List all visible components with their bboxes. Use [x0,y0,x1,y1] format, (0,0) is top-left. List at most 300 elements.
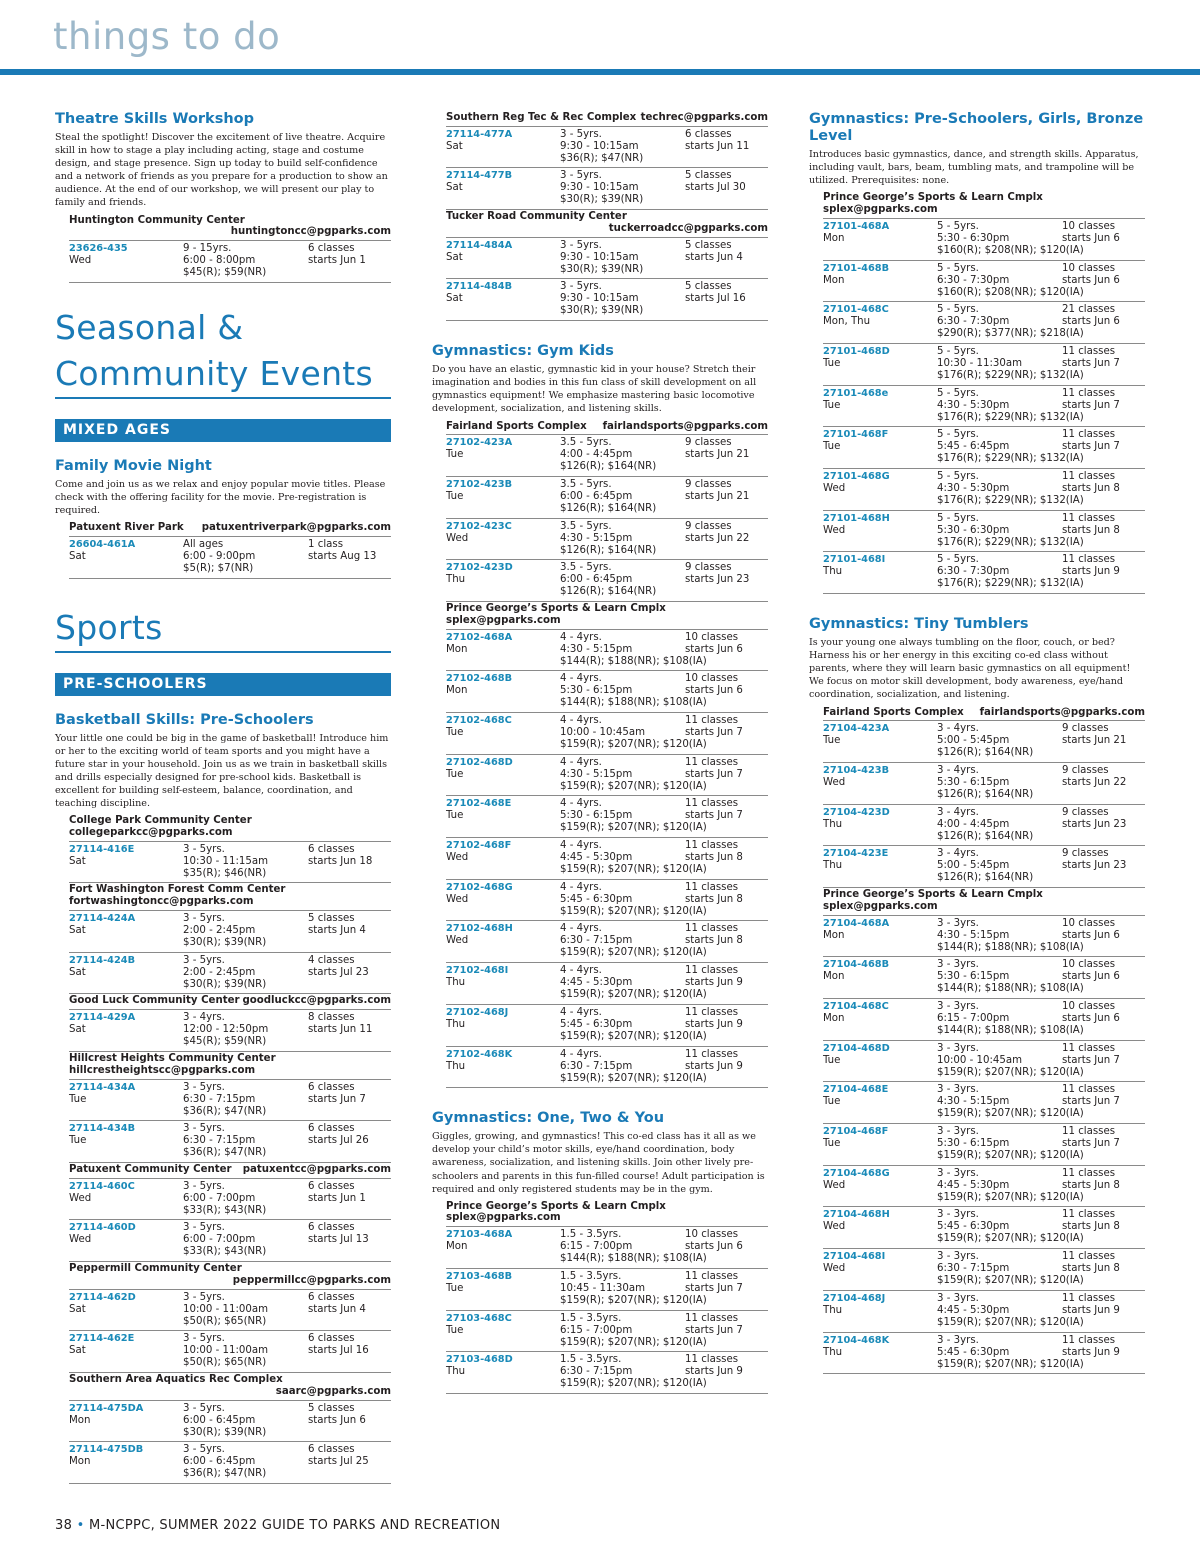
class-row [446,713,768,755]
class-row [823,721,1145,763]
class-time: 4:45 - 5:30pm [937,1179,1010,1191]
course-title: Gymnastics: Pre-Schoolers, Girls, Bronze Level [809,111,1144,144]
course-code[interactable]: 27101-468e [823,387,889,399]
class-time: 4:30 - 5:30pm [937,483,1010,494]
course-code[interactable]: 27104-468E [823,1084,889,1096]
class-days: Thu [446,977,466,989]
class-days: Tue [446,449,464,461]
class-days: Mon [823,971,845,983]
course-code[interactable]: 27101-468B [823,262,890,274]
start-date: starts Jun 1 [308,255,366,267]
class-fee: $159(R); $207(NR); $120(IA) [560,1294,707,1306]
facility-header [69,814,391,842]
class-count: 11 classes [685,840,739,852]
class-fee: $30(R); $39(NR) [183,1426,267,1438]
header-rule [0,69,1200,75]
start-date: starts Jun 6 [1062,929,1120,941]
course-code[interactable]: 27103-468D [446,1354,513,1366]
course-code[interactable]: 27101-468H [823,512,890,524]
class-fee: $176(R); $229(NR); $132(IA) [937,578,1084,590]
course-code[interactable]: 27104-468B [823,959,890,971]
age-range: 4 - 4yrs. [560,798,602,810]
class-time: 6:30 - 7:15pm [560,935,633,947]
course-code[interactable]: 27104-423B [823,765,890,777]
class-count: 11 classes [1062,1167,1116,1179]
class-fee: $176(R); $229(NR); $132(IA) [937,495,1084,506]
age-range: 3.5 - 5yrs. [560,520,612,532]
class-days: Tue [446,727,464,739]
class-time: 5:45 - 6:30pm [937,1346,1010,1358]
course-code[interactable]: 27101-468C [823,304,889,316]
page-header [0,0,1200,76]
facility-email[interactable]: splex@pgparks.com [446,1212,561,1224]
class-fee: $159(R); $207(NR); $120(IA) [560,1336,707,1348]
start-date: starts Jun 7 [1062,441,1120,453]
class-row [446,279,768,321]
age-range: 3 - 4yrs. [937,848,979,860]
start-date: starts Jun 8 [685,935,743,947]
class-fee: $159(R); $207(NR); $120(IA) [937,1358,1084,1370]
course-code[interactable]: 27102-423C [446,520,512,532]
class-row [823,763,1145,805]
facility-email[interactable]: techrec@pgparks.com [640,112,768,123]
class-days: Sat [69,1303,86,1315]
class-row [446,963,768,1005]
course-description: Introduces basic gymnastics, dance, and strength skills. Apparatus, including vault, bars, beam, tumbling mats, and trampoline will be utilized. Prerequisites: none. [809,149,1139,187]
facility-name: Southern Area Aquatics Rec Complex [69,1374,283,1386]
class-fee: $290(R); $377(NR); $218(IA) [937,328,1084,340]
facility-email[interactable]: patuxentcc@pgparks.com [242,1163,391,1175]
course-code[interactable]: 27103-468A [446,1229,513,1241]
class-time: 5:30 - 6:30pm [937,232,1010,244]
class-count: 9 classes [685,562,732,574]
start-date: starts Jun 11 [685,140,750,152]
class-count: 6 classes [308,843,355,855]
facility-header [446,111,768,127]
course-code[interactable]: 27101-468F [823,429,889,441]
class-time: 6:30 - 7:15pm [183,1135,256,1147]
class-time: 4:45 - 5:30pm [560,977,633,989]
class-time: 5:45 - 6:30pm [560,893,633,905]
facility-email[interactable]: saarc@pgparks.com [275,1385,391,1397]
class-count: 21 classes [1062,304,1116,316]
course-code[interactable]: 27101-468G [823,471,890,482]
start-date: starts Jun 6 [685,1241,743,1253]
course-description: Is your young one always tumbling on the floor, couch, or bed? Harness his or her energy in this exciting co-ed class without parents, where they will learn basic gymnastics on all equipment! We focus on motor skill development, body awareness, eye/hand coordination, socialization, and listening. [809,637,1131,701]
class-days: Mon [823,929,845,941]
class-time: 4:30 - 5:15pm [560,768,633,780]
start-date: starts Jun 21 [685,491,750,502]
course-code[interactable]: 26604-461A [69,538,136,550]
start-date: starts Jun 7 [1062,1138,1120,1150]
age-range: 3 - 5yrs. [183,1222,225,1234]
facility-email[interactable]: huntingtoncc@pgparks.com [230,226,391,238]
class-time: 5:45 - 6:30pm [560,1018,633,1030]
course-code[interactable]: 27104-468D [823,1042,890,1054]
course-code[interactable]: 27104-468K [823,1334,890,1346]
facility-name: Patuxent Community Center [69,1163,232,1175]
class-row [69,1220,391,1262]
course-code[interactable]: 27104-468I [823,1251,886,1263]
class-row [446,435,768,477]
course-code[interactable]: 27101-468A [823,220,890,232]
class-days: Thu [446,1366,466,1378]
class-days: Mon, Thu [823,316,871,328]
facility-email[interactable]: goodluckcc@pgparks.com [242,995,391,1007]
class-time: 5:30 - 6:15pm [937,1138,1010,1150]
facility-email[interactable]: splex@pgparks.com [823,204,938,216]
class-count: 4 classes [308,954,355,966]
class-row [823,427,1145,469]
start-date: starts Jun 8 [1062,1221,1120,1233]
course-code[interactable]: 27102-423A [446,437,513,449]
class-days: Sat [69,1345,86,1357]
course-code[interactable]: 27103-468B [446,1270,513,1282]
start-date: starts Jun 23 [1062,860,1127,872]
class-row [446,238,768,280]
course-code[interactable]: 27102-468B [446,673,513,685]
facility-name: Good Luck Community Center [69,995,240,1007]
class-row [69,1121,391,1163]
footer-separator: • [76,1518,85,1533]
class-days: Sat [446,293,463,305]
facility-header [69,883,391,911]
class-time: 10:00 - 11:00am [183,1303,269,1315]
class-row [823,1207,1145,1249]
class-time: 6:30 - 7:30pm [937,566,1010,578]
class-fee: $126(R); $164(NR) [560,503,657,514]
class-row [446,880,768,922]
start-date: starts Aug 13 [308,550,377,562]
class-fee: $144(R); $188(NR); $108(IA) [937,1025,1084,1037]
class-fee: $159(R); $207(NR); $120(IA) [560,822,707,834]
course-code[interactable]: 27102-468E [446,798,512,810]
class-days: Sat [446,140,463,152]
class-count: 10 classes [685,673,739,685]
class-time: 4:00 - 4:45pm [560,449,633,461]
class-days: Thu [446,1060,466,1072]
class-count: 5 classes [308,913,355,925]
section-heading-block [55,605,391,653]
class-fee: $30(R); $39(NR) [183,937,267,949]
age-range: 3.5 - 5yrs. [560,479,612,490]
course-code[interactable]: 27101-468D [823,345,890,357]
class-days: Mon [446,643,468,655]
facility-email[interactable]: fortwashingtoncc@pgparks.com [69,896,254,908]
course-code[interactable]: 27102-423B [446,479,513,490]
facility-email[interactable]: tuckerroadcc@pgparks.com [608,222,768,234]
class-row [446,921,768,963]
course-code[interactable]: 27103-468C [446,1312,512,1324]
course-code[interactable]: 27102-423D [446,562,513,574]
class-time: 9:30 - 10:15am [560,140,639,152]
class-time: 9:30 - 10:15am [560,293,639,305]
class-days: Tue [69,1135,87,1147]
class-days: Mon [823,1013,845,1025]
start-date: starts Jun 7 [685,1324,743,1336]
age-range: 3 - 3yrs. [937,1167,979,1179]
class-row [823,999,1145,1041]
course-title: Family Movie Night [55,457,212,474]
class-count: 11 classes [685,756,739,768]
course-code[interactable]: 27102-468G [446,881,513,893]
class-days: Sat [69,925,86,937]
class-count: 6 classes [308,243,355,255]
start-date: starts Jun 21 [685,449,750,461]
class-fee: $126(R); $164(NR) [937,747,1034,759]
class-count: 11 classes [1062,1084,1116,1096]
facility-email[interactable]: peppermillcc@pgparks.com [232,1274,391,1286]
class-time: 6:00 - 8:00pm [183,255,256,267]
start-date: starts Jun 23 [1062,818,1127,830]
class-days: Thu [823,1346,843,1358]
class-days: Mon [446,1241,468,1253]
class-time: 5:30 - 6:15pm [560,810,633,822]
class-count: 11 classes [685,1006,739,1018]
course-code[interactable]: 27114-484B [446,281,513,293]
class-row [69,1010,391,1052]
age-range: 1.5 - 3.5yrs. [560,1354,622,1366]
start-date: starts Jun 6 [308,1414,366,1426]
facility-email[interactable]: collegeparkcc@pgparks.com [69,826,233,838]
facility-email[interactable]: fairlandsports@pgparks.com [602,420,768,432]
course-code[interactable]: 27114-477A [446,128,513,140]
course-code[interactable]: 27114-460D [69,1222,136,1234]
age-range: 4 - 4yrs. [560,1006,602,1018]
class-time: 2:00 - 2:45pm [183,966,256,978]
class-row [446,796,768,838]
facility-name: Huntington Community Center [69,214,245,226]
class-row [446,671,768,713]
class-count: 11 classes [1062,1251,1116,1263]
class-row [446,1269,768,1311]
course-code[interactable]: 27104-468J [823,1292,886,1304]
age-range: 3 - 5yrs. [183,1444,225,1456]
class-row [823,1124,1145,1166]
class-days: Tue [446,491,464,502]
course-code[interactable]: 27114-416E [69,843,135,855]
column-1 [55,111,391,1484]
age-range: 3 - 5yrs. [183,1333,225,1345]
course-code[interactable]: 27104-468H [823,1209,890,1221]
class-fee: $126(R); $164(NR) [560,544,657,556]
facility-header [446,1200,768,1228]
facility-email[interactable]: fairlandsports@pgparks.com [979,706,1145,718]
course-block [55,458,391,579]
course-code[interactable]: 27114-484A [446,239,513,251]
course-code[interactable]: 27104-468G [823,1167,890,1179]
start-date: starts Jun 8 [1062,1179,1120,1191]
class-time: 6:30 - 7:30pm [937,274,1010,286]
class-time: 5:30 - 6:15pm [560,685,633,697]
age-range: 3 - 5yrs. [183,843,225,855]
class-count: 11 classes [1062,1292,1116,1304]
class-fee: $144(R); $188(NR); $108(IA) [560,1253,707,1265]
course-code[interactable]: 27114-429A [69,1012,136,1024]
age-range: 3 - 5yrs. [183,1123,225,1135]
start-date: starts Jul 13 [308,1234,369,1246]
start-date: starts Jun 7 [308,1093,366,1105]
course-code[interactable]: 27102-468F [446,840,512,852]
class-time: 5:00 - 5:45pm [937,860,1010,872]
section-heading-rule [55,397,391,399]
age-group-band: PRE-SCHOOLERS [55,673,391,696]
class-count: 11 classes [685,923,739,935]
course-code[interactable]: 27104-468C [823,1001,889,1013]
class-count: 9 classes [685,437,732,449]
class-time: 4:30 - 5:15pm [560,643,633,655]
class-days: Tue [823,399,841,411]
facility-email[interactable]: patuxentriverpark@pgparks.com [201,522,391,534]
start-date: starts Jun 7 [1062,1096,1120,1108]
facility-name: Prince George’s Sports & Learn Cmplx [446,603,666,615]
start-date: starts Jun 9 [1062,1304,1120,1316]
class-row [446,1311,768,1353]
age-range: 3 - 4yrs. [937,806,979,818]
class-days: Sat [69,550,86,562]
start-date: starts Jun 6 [1062,232,1120,244]
age-range: 5 - 5yrs. [937,387,979,399]
class-time: 4:45 - 5:30pm [937,1304,1010,1316]
start-date: starts Jun 9 [1062,566,1120,578]
start-date: starts Jun 4 [308,1303,366,1315]
facility-header [69,214,391,242]
class-time: 5:30 - 6:30pm [937,524,1010,536]
course-code[interactable]: 27104-468A [823,917,890,929]
class-count: 11 classes [1062,512,1116,524]
course-code[interactable]: 27101-468I [823,554,886,566]
course-code[interactable]: 27114-424A [69,913,136,925]
age-range: 3 - 3yrs. [937,1084,979,1096]
age-range: 4 - 4yrs. [560,923,602,935]
class-row [823,386,1145,428]
course-code[interactable]: 27102-468K [446,1048,513,1060]
class-count: 11 classes [1062,471,1116,482]
class-row [446,127,768,169]
class-days: Tue [823,357,841,369]
course-code[interactable]: 27114-434A [69,1081,136,1093]
class-row [823,1041,1145,1083]
class-row [823,552,1145,594]
age-range: 3 - 5yrs. [183,954,225,966]
class-fee: $50(R); $65(NR) [183,1315,267,1327]
course-code[interactable]: 23626-435 [69,243,128,255]
age-range: 5 - 5yrs. [937,471,979,482]
course-code[interactable]: 27104-468F [823,1126,889,1138]
class-row [823,846,1145,888]
class-row [69,537,391,579]
class-time: 9:30 - 10:15am [560,251,639,263]
course-code[interactable]: 27102-468C [446,715,512,727]
class-count: 11 classes [685,1270,739,1282]
course-code[interactable]: 27102-468J [446,1006,509,1018]
class-days: Tue [823,441,841,453]
class-time: 10:00 - 10:45am [937,1054,1023,1066]
start-date: starts Jul 25 [308,1456,369,1468]
class-days: Mon [69,1414,91,1426]
class-count: 8 classes [308,1012,355,1024]
course-code[interactable]: 27102-468I [446,965,509,977]
start-date: starts Jun 6 [1062,971,1120,983]
start-date: starts Jun 6 [685,685,743,697]
age-range: 3 - 3yrs. [937,1001,979,1013]
start-date: starts Jun 9 [685,1366,743,1378]
class-fee: $144(R); $188(NR); $108(IA) [560,697,707,709]
course-code[interactable]: 27102-468D [446,756,513,768]
class-row [823,469,1145,511]
class-time: 6:15 - 7:00pm [560,1241,633,1253]
start-date: starts Jun 11 [308,1024,373,1036]
class-time: 4:30 - 5:15pm [937,929,1010,941]
age-range: 5 - 5yrs. [937,262,979,274]
course-code[interactable]: 27104-423A [823,723,890,735]
class-count: 11 classes [1062,1209,1116,1221]
class-days: Wed [823,483,846,494]
course-code[interactable]: 27114-462E [69,1333,135,1345]
class-row [446,477,768,519]
page-number: 38 [55,1518,73,1533]
course-code[interactable]: 27102-468H [446,923,513,935]
course-block [432,1110,768,1394]
class-fee: $176(R); $229(NR); $132(IA) [937,453,1084,465]
class-days: Thu [823,1304,843,1316]
class-time: 4:30 - 5:15pm [560,532,633,544]
age-range: 3 - 3yrs. [937,1126,979,1138]
class-fee: $159(R); $207(NR); $120(IA) [560,739,707,751]
class-time: 6:30 - 7:30pm [937,316,1010,328]
start-date: starts Jun 8 [685,893,743,905]
facility-email[interactable]: hillcrestheightscc@pgparks.com [69,1064,256,1076]
course-code[interactable]: 27104-423D [823,806,890,818]
facility-email[interactable]: splex@pgparks.com [823,900,938,912]
course-code[interactable]: 27114-424B [69,954,136,966]
class-time: 4:30 - 5:30pm [937,399,1010,411]
course-code[interactable]: 27102-468A [446,631,513,643]
class-row [69,953,391,995]
course-code[interactable]: 27114-460C [69,1180,135,1192]
course-code[interactable]: 27114-475DB [69,1444,144,1456]
start-date: starts Jul 16 [685,293,746,305]
course-title: Gymnastics: Gym Kids [432,343,614,360]
facility-header [446,210,768,238]
class-fee: $159(R); $207(NR); $120(IA) [937,1066,1084,1078]
age-range: 5 - 5yrs. [937,304,979,316]
course-code[interactable]: 27104-423E [823,848,889,860]
course-code[interactable]: 27114-462D [69,1291,136,1303]
class-time: 6:15 - 7:00pm [937,1013,1010,1025]
class-row [823,805,1145,847]
course-code[interactable]: 27114-434B [69,1123,136,1135]
course-code[interactable]: 27114-477B [446,170,513,182]
class-count: 9 classes [1062,806,1109,818]
class-fee: $176(R); $229(NR); $132(IA) [937,536,1084,548]
class-count: 11 classes [1062,387,1116,399]
age-range: 3 - 3yrs. [937,959,979,971]
section-heading: Sports [55,607,163,647]
class-fee: $30(R); $39(NR) [560,194,644,206]
class-fee: $159(R); $207(NR); $120(IA) [560,1072,707,1084]
class-time: 6:30 - 7:15pm [560,1366,633,1378]
age-range: 3 - 5yrs. [183,1291,225,1303]
class-row [823,957,1145,999]
course-code[interactable]: 27114-475DA [69,1402,144,1414]
section-heading: Seasonal & Community Events [55,307,374,393]
facility-email[interactable]: splex@pgparks.com [446,614,561,626]
class-time: 6:00 - 7:00pm [183,1234,256,1246]
class-row [823,1333,1145,1375]
start-date: starts Jun 4 [308,925,366,937]
start-date: starts Jun 9 [685,1060,743,1072]
